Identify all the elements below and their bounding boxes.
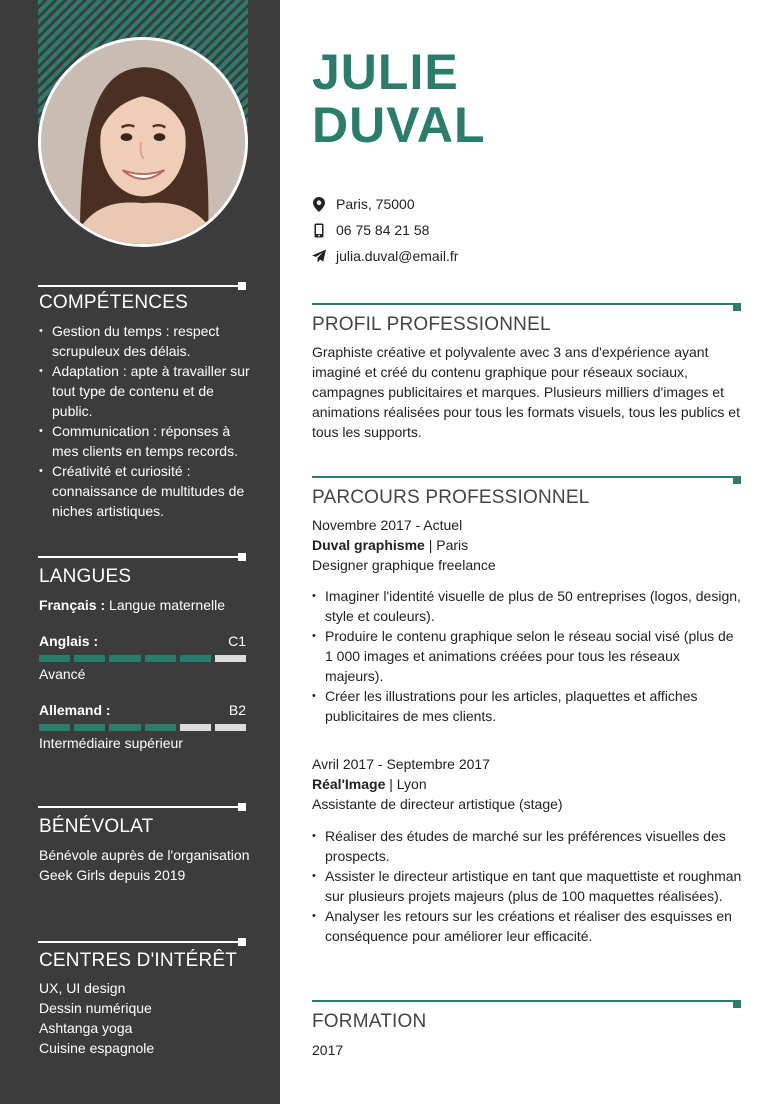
level-segment-filled xyxy=(39,724,70,731)
job-role: Designer graphique freelance xyxy=(312,557,496,573)
interests-list xyxy=(39,978,154,1058)
job-task: • Imaginer l'identité visuelle de plus de 50 entreprises (logos, design, style et couleurs). xyxy=(312,586,742,626)
languages-title: LANGUES xyxy=(39,566,132,587)
language-level-bar xyxy=(39,724,246,731)
language-name: Allemand : xyxy=(39,702,111,718)
language-level: Avancé xyxy=(39,666,86,682)
level-segment-filled xyxy=(145,655,176,662)
volunteering-text: Bénévole auprès de l'organisation Geek Girls depuis 2019 xyxy=(39,847,250,883)
interests-divider xyxy=(38,941,246,943)
job-header xyxy=(312,754,742,814)
language-name: Anglais : xyxy=(39,633,99,649)
profile-text: Graphiste créative et polyvalente avec 3 ans d'expérience ayant imaginé et créé du contenu graphique pour réseaux sociaux, campagnes publicitaires et marques. Plusieurs milliers d'images et animations réalisées pour tous les formats visuels, tous les publics et tous les supports. xyxy=(312,344,740,440)
level-segment-empty xyxy=(180,724,211,731)
email-text[interactable]: julia.duval@email.fr xyxy=(336,248,459,264)
education-divider xyxy=(312,1000,741,1002)
skills-list xyxy=(39,321,251,521)
level-segment-filled xyxy=(145,724,176,731)
language-german xyxy=(39,702,246,718)
education-title: FORMATION xyxy=(312,1011,427,1032)
profile-divider xyxy=(312,303,741,305)
paper-plane-icon xyxy=(312,248,326,264)
job-task: • Réaliser des études de marché sur les préférences visuelles des prospects. xyxy=(312,826,742,866)
language-code: C1 xyxy=(228,633,246,649)
job-task: • Assister le directeur artistique en tant que maquettiste et roughman sur plusieurs projets majeurs (plus de 100 maquettes réalisées). xyxy=(312,866,742,906)
job-company-line xyxy=(312,535,742,555)
interests-title: CENTRES D'INTÉRÊT xyxy=(39,950,238,971)
language-level: Intermédiaire supérieur xyxy=(39,735,183,751)
full-name xyxy=(312,46,486,152)
profile-title: PROFIL PROFESSIONNEL xyxy=(312,314,551,335)
job-tasks xyxy=(312,826,742,946)
job-company-line xyxy=(312,774,742,794)
job-company: Duval graphisme xyxy=(312,537,425,553)
job-tasks xyxy=(312,586,742,726)
interest-item: Dessin numérique xyxy=(39,1000,152,1016)
experience-title: PARCOURS PROFESSIONNEL xyxy=(312,487,590,508)
level-segment-empty xyxy=(215,724,246,731)
profile-photo xyxy=(38,37,248,247)
skill-item: • Créativité et curiosité : connaissance de multitudes de niches artistiques. xyxy=(39,461,251,521)
level-segment-filled xyxy=(39,655,70,662)
skill-item: • Gestion du temps : respect scrupuleux des délais. xyxy=(39,321,251,361)
level-segment-filled xyxy=(180,655,211,662)
level-segment-filled xyxy=(74,724,105,731)
native-language-level: Langue maternelle xyxy=(109,597,226,613)
job-location: | Paris xyxy=(424,537,469,553)
phone-icon xyxy=(312,222,326,238)
language-level-bar xyxy=(39,655,246,662)
job-task: • Produire le contenu graphique selon le réseau social visé (plus de 1 000 images et animations créées pour tous les réseaux majeurs). xyxy=(312,626,742,686)
phone-text: 06 75 84 21 58 xyxy=(336,222,430,238)
skill-item: • Adaptation : apte à travailler sur tout type de contenu et de public. xyxy=(39,361,251,421)
education-year: 2017 xyxy=(312,1042,344,1058)
job-dates: Novembre 2017 - Actuel xyxy=(312,517,463,533)
level-segment-filled xyxy=(109,724,140,731)
skills-divider xyxy=(38,285,246,287)
job-dates: Avril 2017 - Septembre 2017 xyxy=(312,756,490,772)
volunteering-divider xyxy=(38,806,246,808)
contact-phone xyxy=(312,222,429,238)
interest-item: Cuisine espagnole xyxy=(39,1040,155,1056)
language-english xyxy=(39,633,246,649)
level-segment-filled xyxy=(74,655,105,662)
volunteering-title: BÉNÉVOLAT xyxy=(39,816,154,837)
first-name: JULIE xyxy=(312,44,459,100)
sidebar xyxy=(0,0,280,1104)
interest-item: UX, UI design xyxy=(39,980,126,996)
job-header xyxy=(312,515,742,575)
location-pin-icon xyxy=(312,196,326,212)
contact-email[interactable] xyxy=(312,248,458,264)
skills-title: COMPÉTENCES xyxy=(39,292,188,313)
job-role: Assistante de directeur artistique (stage) xyxy=(312,796,563,812)
languages-divider xyxy=(38,556,246,558)
location-text: Paris, 75000 xyxy=(336,196,415,212)
level-segment-empty xyxy=(215,655,246,662)
skill-item: • Communication : réponses à mes clients en temps records. xyxy=(39,421,251,461)
experience-divider xyxy=(312,476,741,478)
language-code: B2 xyxy=(228,702,246,718)
contact-location xyxy=(312,196,415,212)
interest-item: Ashtanga yoga xyxy=(39,1020,133,1036)
job-location: | Lyon xyxy=(385,776,427,792)
job-task: • Analyser les retours sur les créations et réaliser des esquisses en conséquence pour améliorer leur efficacité. xyxy=(312,906,742,946)
native-language-name: Français : xyxy=(39,597,106,613)
native-language xyxy=(39,595,225,615)
job-task: • Créer les illustrations pour les articles, plaquettes et affiches publicitaires de mes clients. xyxy=(312,686,742,726)
job-company: Réal'Image xyxy=(312,776,386,792)
level-segment-filled xyxy=(109,655,140,662)
last-name: DUVAL xyxy=(312,97,486,153)
